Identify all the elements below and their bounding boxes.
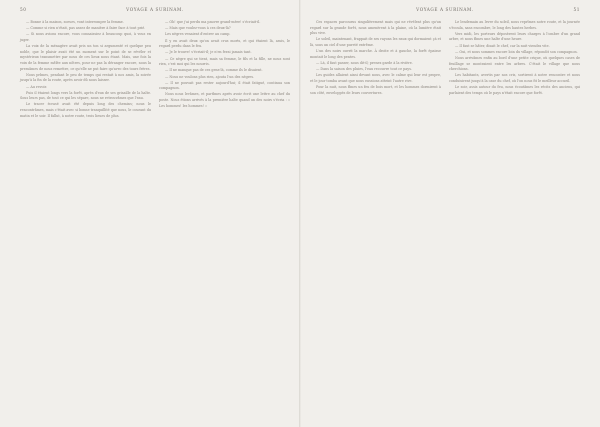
left-running-head: VOYAGE A SURINAM. xyxy=(126,7,184,12)
paragraph: La voix de la ménagère avait pris un ton si argumenté et quelque peu noble, que le plaisir avait été un moment sur le point de se révéler et mystérieux transmettre par nous de ces lieux nous étant. Mais, une fois la voix de la femme mêlée aux nôtres, pour ne pas la déranger encore, nous la pressâmes de nous remettre, ce qu'elle ne put faire qu'avec des tours frères. xyxy=(20,44,151,71)
right-page-number: 51 xyxy=(573,7,580,12)
paragraph: Nous arrivâmes enfin au bord d'une petite crique, où quelques cases de feuillage se montraient entre les arbres. C'était le village que nous cherchions. xyxy=(449,55,580,72)
paragraph: Le soleil, maintenant, frappait de ses rayons les eaux qui dormaient çà et là, sous un ciel d'une pureté extrême. xyxy=(310,37,441,47)
paragraph: — Là, il faut passer, nous dit-il; prenez garde à la rivière. xyxy=(316,60,413,65)
paragraph: Puis il étaient longs vers la forêt, après d'eux de ses grisaille de la halte. Sous leurs pas, de tout ce qui les sépare, nous ne retrouvâmes que l'eau. xyxy=(20,90,151,101)
paragraph: Les habitants, avertis par nos cris, sortirent à notre rencontre et nous conduisirent jusqu'à la case du chef, où l'on nous fit le meilleur accueil. xyxy=(449,73,580,83)
paragraph: — Il faut se hâter, disait le chef, car la nuit viendra vite. xyxy=(455,43,550,48)
paragraph: — Il ne manque pas de ces gens-là, comme ils le disaient. xyxy=(165,68,263,73)
paragraph: — Au revoir. xyxy=(26,84,47,89)
right-page-header xyxy=(310,6,580,16)
left-page-columns xyxy=(20,20,290,120)
paragraph: Les nègres venaient d'entrer au camp. xyxy=(165,32,231,37)
paragraph: — Oh! que j'ai perdu ma pauvre grand-mère! s'écriait-il. xyxy=(165,20,261,24)
paragraph: Il y en avait deux qu'on avait crus morts, et qui étaient là, assis, le regard perdu dans le feu. xyxy=(159,38,290,49)
paragraph: L'un des noirs ouvrit la marche. À droite et à gauche, la forêt épaisse montait le long des pentes. xyxy=(310,49,441,59)
right-running-head: VOYAGE A SURINAM. xyxy=(416,7,474,12)
paragraph: — Je le trouve! s'écriait-il; je n'en ferai jamais tant. xyxy=(165,50,252,55)
paragraph: — Si nous avions encore, vous connaissiez à beaucoup quoi, à vous en juger. xyxy=(20,32,151,42)
right-column-2 xyxy=(449,20,580,97)
paragraph: — Bonne à la maison, soeurs, vont interrompre la femme. xyxy=(26,20,124,24)
left-column-1 xyxy=(20,20,151,120)
paragraph: — Ce nègre qui se tient, mais sa femme, le fils et la fille, ne nous sont rien, c'est moi qui les nourris. xyxy=(159,56,290,67)
paragraph: — Oui, et nous sommes encore loin du village, répondit son compagnon. xyxy=(455,49,578,54)
paragraph: Pour la nuit, nous fîmes un feu de bois mort, et les hommes dormirent à son côté, enveloppés de leurs couvertures. xyxy=(310,85,441,95)
left-page-number: 50 xyxy=(20,7,27,12)
paragraph: Le lendemain au lever du soleil, nous reprîmes notre route, et la journée s'écoula, sans encombre, le long des hautes herbes. xyxy=(449,20,580,30)
left-page-header xyxy=(20,6,290,16)
right-page-columns xyxy=(310,20,580,97)
right-column-1 xyxy=(310,20,441,97)
paragraph: Le tracer écrasé avait été depuis long des chemins; nous le rencontrâmes, mais c'était avec si bonne tranquillité que nous, le courant du matin et le soir. Il fallut, à notre route, trois lieues de plus. xyxy=(20,102,151,118)
paragraph: Les guides allaient ainsi devant nous, avec le calme qui leur est propre, et le jour tomba avant que nous eussions atteint l'autre rive. xyxy=(310,73,441,83)
right-page xyxy=(300,0,600,427)
paragraph: Le soir, assis autour du feu, nous écoutâmes les récits des anciens, qui parlaient des temps où le pays n'était encore que forêt. xyxy=(449,85,580,95)
paragraph: — Il ne pouvait pas rester aujourd'hui; il était fatigué, continua son compagnon. xyxy=(159,80,290,91)
paragraph: Vers midi, les porteurs déposèrent leurs charges à l'ombre d'un grand arbre, et nous fîmes une halte d'une heure. xyxy=(449,31,580,42)
paragraph: Nous prîmes, pendant le peu de temps qui restait à nos amis, la soirée jusqu'à la fin de la route, après avoir dû nous laisser. xyxy=(20,72,151,83)
paragraph: — Nous ne voulons plus rien, ajouta l'un des nègres. xyxy=(165,74,255,79)
left-column-2 xyxy=(159,20,290,120)
paragraph: — Dans la saison des pluies, l'eau recouvre tout ce pays. xyxy=(316,67,412,72)
paragraph: — Comme si rien n'était, pas assez de manière à faire face à tout prié. xyxy=(26,26,146,31)
paragraph: Nous nous levâmes, et partîmes après avoir écrit une lettre au chef du poste. Nous étions arrivés à la première halte quand un des noirs s'écria : « Les hommes! les hommes! » xyxy=(159,92,290,108)
paragraph: Ces espaces parcourus singulièrement mais qui ne révèlent plus qu'un regard sur la grande forêt, nous amenèrent à la plaine, où la lumière était plus vive. xyxy=(310,20,441,36)
paragraph: — Mais que voulez-vous à ces deux-là? xyxy=(165,26,231,31)
